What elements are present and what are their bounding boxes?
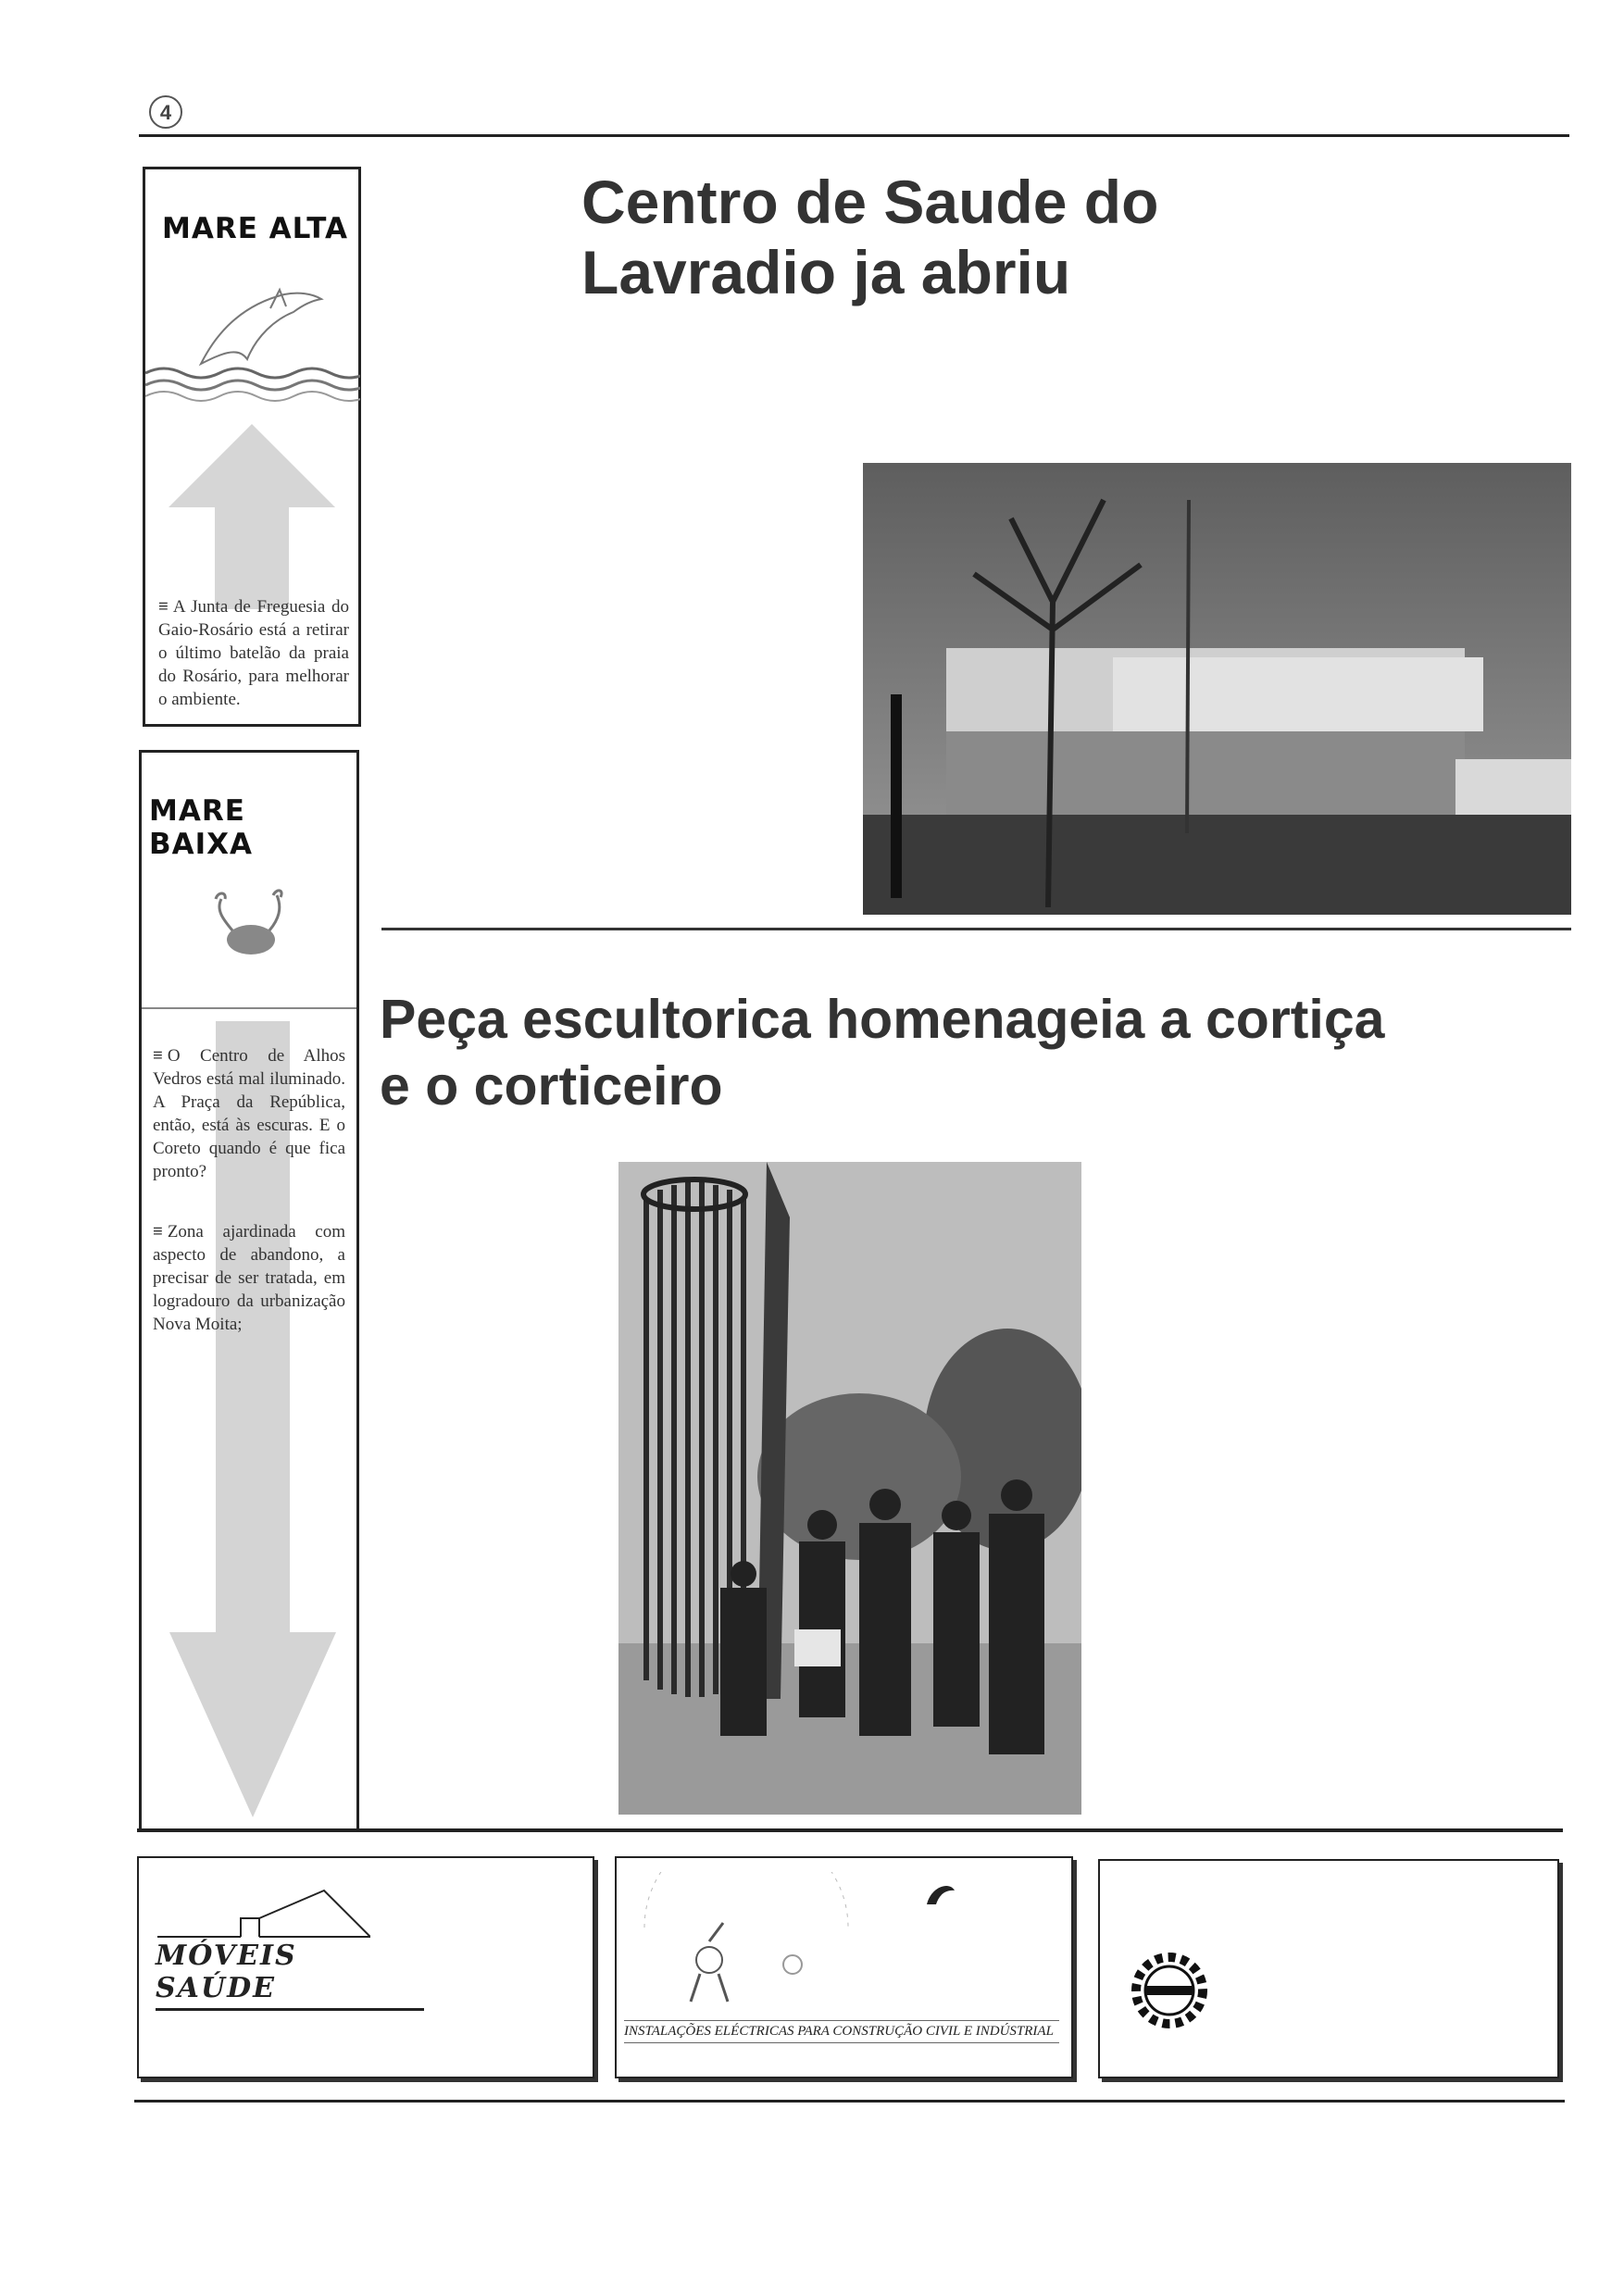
article-2-headline: Peça escultorica homenageia a cortiça e o corticeiro — [380, 989, 1385, 1117]
cork-sculpture-photo — [618, 1162, 1081, 1815]
ad-instalacoes-slogan: INSTALAÇÕES ELÉCTRICAS PARA CONSTRUÇÃO CIVIL E INDÚSTRIAL — [624, 2020, 1059, 2043]
box-divider — [142, 1007, 356, 1009]
mare-alta-title: MARE ALTA — [162, 212, 349, 245]
gear-icon — [1118, 1940, 1220, 2041]
mare-baixa-item-2: ≡ Zona ajardinada com aspecto de abandono, a precisar de ser tratada, em logradouro da urbanização Nova Moita; — [153, 1222, 345, 1334]
top-rule — [139, 134, 1569, 137]
mare-baixa-item-1: ≡ O Centro de Alhos Vedros está mal iluminado. A Praça da República, então, está às escuras. E o Coreto quando é que fica pronto? — [153, 1046, 345, 1181]
mare-baixa-title: MARE BAIXA — [149, 794, 254, 861]
ad-instalacoes-electricas[interactable] — [615, 1856, 1073, 2078]
ad-moveis-saude-label: MÓVEIS SAÚDE — [156, 1940, 424, 2011]
house-outline-icon — [157, 1881, 370, 1941]
health-centre-photo — [863, 463, 1571, 915]
mare-alta-box — [143, 167, 361, 727]
triple-bar-bullet-icon: ≡ — [158, 597, 169, 617]
mare-alta-text: ≡ A Junta de Freguesia do Gaio-Rosário está a retirar o último batelão da praia do Rosário, para melhorar o ambiente. — [158, 597, 349, 709]
svg-text:4: 4 — [159, 101, 172, 124]
bird-icon — [922, 1877, 959, 1914]
crab-icon — [197, 882, 299, 966]
ads-top-rule — [137, 1828, 1563, 1832]
mascot-logo-icon — [635, 1872, 867, 2011]
article-1-headline: Centro de Saude do Lavradio ja abriu — [581, 168, 1159, 306]
page-number-badge-icon — [146, 93, 185, 131]
waves-icon — [145, 359, 360, 406]
mare-baixa-box — [139, 750, 359, 1828]
triple-bar-bullet-icon: ≡ — [153, 1222, 163, 1242]
section-rule — [381, 928, 1571, 930]
triple-bar-bullet-icon: ≡ — [153, 1046, 163, 1066]
up-arrow-watermark-icon — [169, 424, 335, 609]
ad-gear-logo[interactable] — [1098, 1859, 1559, 2078]
page-bottom-rule — [134, 2100, 1565, 2103]
ad-moveis-saude[interactable] — [137, 1856, 594, 2078]
